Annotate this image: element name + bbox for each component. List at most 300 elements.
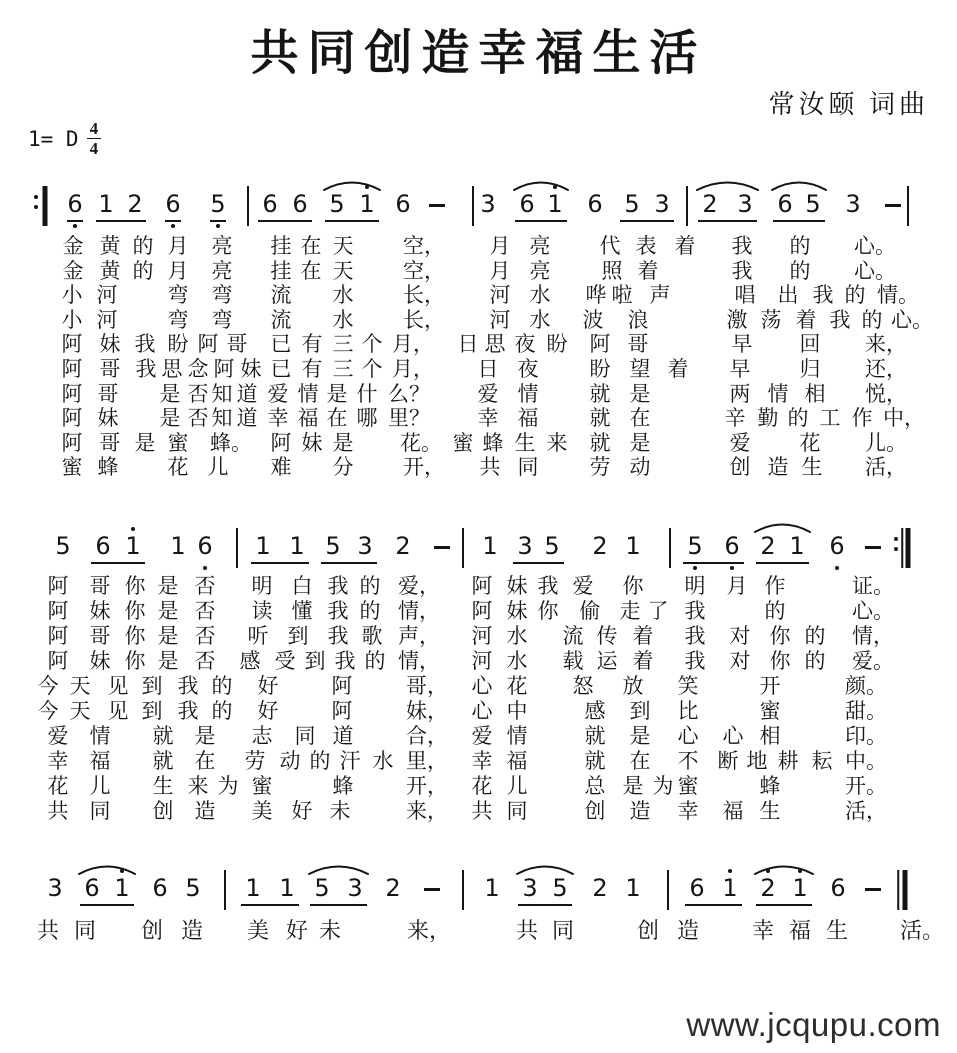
jianpu-note: 6 <box>587 190 603 218</box>
lyric-syllable: 幸 <box>677 799 699 823</box>
lyric-syllable: 怒 <box>572 674 594 698</box>
lyric-syllable: 同 <box>506 799 528 823</box>
jianpu-note: 5 <box>325 532 341 560</box>
lyric-syllable: 花 <box>47 774 69 798</box>
lyric-syllable: 着 <box>674 234 696 258</box>
lyric-syllable: 什 <box>356 381 378 406</box>
lyric-syllable: 阿 <box>331 674 353 698</box>
lyric-syllable: 的 <box>364 649 386 673</box>
jianpu-note: 1 <box>255 532 271 560</box>
site-watermark: www.jcqupu.com <box>686 1006 941 1043</box>
lyric-syllable: 同 <box>73 918 97 943</box>
jianpu-note: 1 <box>625 532 641 560</box>
lyric-syllable: 我 <box>731 234 753 258</box>
jianpu-note: 1 <box>792 874 808 902</box>
lyric-syllable: 流 <box>270 283 292 308</box>
eighth-beam <box>67 220 83 222</box>
lyric-syllable: 好 <box>257 674 279 698</box>
eighth-beam <box>241 904 299 906</box>
lyric-syllable: 是 <box>629 724 651 748</box>
lyric-syllable: 情 <box>517 381 539 406</box>
lyric-syllable: 到 <box>141 699 163 723</box>
jianpu-note: 5 <box>185 874 201 902</box>
lyric-syllable: 花 <box>471 774 493 798</box>
lyric-syllable: 花 <box>506 674 528 698</box>
jianpu-note: 2 <box>395 532 411 560</box>
lyric-syllable: 我 <box>135 357 157 381</box>
lyric-syllable: 水 <box>506 624 528 648</box>
lyric-syllable: 耕 <box>777 749 799 773</box>
jianpu-note: 2 <box>385 874 401 902</box>
jianpu-note: 3 <box>480 190 496 218</box>
jianpu-note: 1 <box>484 874 500 902</box>
jianpu-note: 2 <box>702 190 718 218</box>
low-octave-dot <box>216 224 220 228</box>
lyric-syllable: 声， <box>398 624 440 648</box>
lyric-syllable: 总 <box>584 774 606 798</box>
lyric-syllable: 幸 <box>751 918 775 943</box>
lyric-syllable: 道 <box>332 724 354 748</box>
lyric-syllable: 就 <box>589 430 611 455</box>
lyric-syllable: 花 <box>799 430 821 455</box>
lyric-syllable: 你 <box>769 649 791 673</box>
lyric-syllable: 你 <box>124 599 146 623</box>
lyric-syllable: 我 <box>731 258 753 283</box>
lyric-syllable: 阿 <box>47 599 69 623</box>
lyric-syllable: 出 <box>777 283 799 308</box>
lyric-syllable: 长， <box>403 283 445 308</box>
lyric-syllable: 蜜 <box>759 699 781 723</box>
lyric-syllable: 心 <box>722 724 744 748</box>
eighth-beam <box>251 562 309 564</box>
lyric-syllable: 阿 <box>331 699 353 723</box>
high-octave-dot <box>766 869 770 873</box>
composer-credit: 常汝颐 词曲 <box>768 90 929 119</box>
lyric-syllable: 水 <box>332 283 354 308</box>
lyric-syllable: 感 <box>584 699 606 723</box>
jianpu-note: 1 <box>722 874 738 902</box>
lyric-syllable: 受 <box>274 649 296 673</box>
lyric-syllable: 懂 <box>291 599 313 623</box>
lyric-syllable: 阿 <box>471 574 493 598</box>
lyric-syllable: 念 <box>187 357 209 381</box>
lyric-syllable: 阿 <box>61 430 83 455</box>
lyric-syllable: 今 <box>37 699 59 723</box>
lyric-syllable: 河 <box>489 307 511 332</box>
repeat-dot <box>34 195 38 199</box>
low-octave-dot <box>171 224 175 228</box>
jianpu-note: 6 <box>689 874 705 902</box>
lyric-syllable: 在 <box>629 749 651 773</box>
lyric-syllable: 月 <box>489 258 511 283</box>
lyric-syllable: 造 <box>194 799 216 823</box>
lyric-syllable: 爱。 <box>852 649 894 673</box>
lyric-syllable: 哥 <box>99 430 121 455</box>
lyric-syllable: 荡 <box>760 307 782 332</box>
lyric-syllable: 爱 <box>572 574 594 598</box>
lyric-syllable: 作 <box>764 574 786 598</box>
jianpu-note: 6 <box>829 532 845 560</box>
key-text: 1= D <box>28 126 79 151</box>
lyric-syllable: 妹 <box>301 430 323 455</box>
lyric-syllable: 波 <box>582 307 604 332</box>
repeat-end-thin-bar <box>901 528 903 568</box>
eighth-beam <box>698 220 757 222</box>
lyric-syllable: 福 <box>297 406 319 431</box>
lyric-syllable: 幸 <box>47 749 69 773</box>
lyric-syllable: 弯 <box>211 283 233 308</box>
lyric-syllable: 我 <box>684 624 706 648</box>
jianpu-note: 5 <box>552 874 568 902</box>
lyric-syllable: 儿 <box>506 774 528 798</box>
eighth-beam <box>513 562 564 564</box>
lyric-syllable: 思 <box>161 357 183 381</box>
jianpu-note: 2 <box>592 874 608 902</box>
lyric-syllable: 心 <box>677 724 699 748</box>
jianpu-note: 1 <box>170 532 186 560</box>
lyric-syllable: 月 <box>726 574 748 598</box>
lyric-syllable: 的 <box>359 574 381 598</box>
lyric-syllable: 作 <box>851 406 873 431</box>
lyric-syllable: 劳 <box>589 455 611 480</box>
lyric-syllable: 创 <box>140 918 164 943</box>
lyric-syllable: 阿 <box>589 332 611 357</box>
lyric-syllable: 同 <box>294 724 316 748</box>
high-octave-dot <box>365 185 369 189</box>
lyric-syllable: 工 <box>819 406 841 431</box>
jianpu-note: 1 <box>279 874 295 902</box>
lyric-syllable: 生 <box>514 430 536 455</box>
lyric-syllable: 啦 <box>611 283 633 308</box>
lyric-syllable: 月 <box>489 234 511 258</box>
lyric-syllable: 哥 <box>226 332 248 357</box>
lyric-syllable: 蜜 <box>61 455 83 480</box>
lyric-syllable: 否 <box>194 574 216 598</box>
lyric-syllable: 的 <box>132 234 154 258</box>
lyric-syllable: 么？ <box>388 381 430 406</box>
lyric-syllable: 共 <box>515 918 539 943</box>
lyric-syllable: 了 <box>647 599 669 623</box>
lyric-syllable: 阿 <box>61 381 83 406</box>
barline <box>224 870 226 910</box>
lyric-syllable: 中 <box>506 699 528 723</box>
lyric-syllable: 你 <box>622 574 644 598</box>
lyric-syllable: 福 <box>722 799 744 823</box>
jianpu-note: 5 <box>805 190 821 218</box>
lyric-syllable: 水 <box>372 749 394 773</box>
eighth-beam <box>91 562 145 564</box>
lyric-syllable: 挂 <box>270 258 292 283</box>
lyric-syllable: 见 <box>107 674 129 698</box>
lyric-syllable: 来 <box>546 430 568 455</box>
high-octave-dot <box>798 869 802 873</box>
lyric-syllable: 蜂 <box>759 774 781 798</box>
lyric-syllable: 就 <box>584 749 606 773</box>
lyric-syllable: 爱 <box>477 381 499 406</box>
lyric-syllable: 蜜 <box>452 430 474 455</box>
lyric-syllable: 盼 <box>589 357 611 381</box>
barline <box>667 870 669 910</box>
lyric-syllable: 就 <box>589 406 611 431</box>
lyric-syllable: 小 <box>61 283 83 308</box>
eighth-beam <box>515 220 567 222</box>
lyric-syllable: 水 <box>529 307 551 332</box>
lyric-syllable: 歌 <box>361 624 383 648</box>
lyric-syllable: 勤 <box>757 406 779 431</box>
lyric-syllable: 月， <box>392 332 434 357</box>
lyric-syllable: 为 <box>652 774 674 798</box>
jianpu-note: 1 <box>359 190 375 218</box>
lyric-syllable: 的 <box>804 624 826 648</box>
lyric-syllable: 运 <box>596 649 618 673</box>
notation-line-2 <box>0 520 957 578</box>
song-title: 共同创造幸福生活 <box>250 27 707 80</box>
high-octave-dot <box>131 527 135 531</box>
lyric-syllable: 表 <box>635 234 657 258</box>
lyric-syllable: 天 <box>69 699 91 723</box>
final-thick-bar <box>903 870 908 910</box>
jianpu-note: 3 <box>517 532 533 560</box>
half-note-dash <box>865 546 881 549</box>
lyric-syllable: 是 <box>157 624 179 648</box>
lyric-syllable: 读 <box>251 599 273 623</box>
time-signature-numerator: 4 <box>87 120 102 139</box>
lyric-syllable: 妹 <box>89 599 111 623</box>
lyric-syllable: 我 <box>684 599 706 623</box>
lyric-syllable: 否 <box>194 649 216 673</box>
key-signature <box>28 120 101 157</box>
lyric-syllable: 幸 <box>477 406 499 431</box>
jianpu-note: 3 <box>357 532 373 560</box>
lyric-syllable: 照 <box>601 258 623 283</box>
high-octave-dot <box>728 869 732 873</box>
lyric-syllable: 未 <box>329 799 351 823</box>
lyric-syllable: 早 <box>729 357 751 381</box>
lyric-syllable: 好 <box>285 918 309 943</box>
lyric-syllable: 河 <box>471 649 493 673</box>
barline <box>669 528 671 568</box>
jianpu-note: 6 <box>292 190 308 218</box>
lyric-syllable: 心。 <box>852 599 894 623</box>
lyric-syllable: 哪 <box>356 406 378 431</box>
half-note-dash <box>424 888 440 891</box>
lyric-syllable: 月 <box>167 258 189 283</box>
lyric-syllable: 阿 <box>213 357 235 381</box>
lyric-syllable: 妹 <box>506 599 528 623</box>
lyric-syllable: 你 <box>537 599 559 623</box>
low-octave-dot <box>73 224 77 228</box>
lyric-syllable: 空， <box>403 258 445 283</box>
lyric-syllable: 蜜 <box>167 430 189 455</box>
lyric-syllable: 创 <box>584 799 606 823</box>
lyric-syllable: 活， <box>845 799 887 823</box>
lyric-syllable: 开。 <box>845 774 887 798</box>
lyric-syllable: 在 <box>300 234 322 258</box>
lyric-syllable: 月 <box>167 234 189 258</box>
lyric-syllable: 我 <box>327 574 349 598</box>
lyric-syllable: 里， <box>406 749 448 773</box>
lyric-syllable: 你 <box>124 649 146 673</box>
lyric-syllable: 我 <box>684 649 706 673</box>
lyric-syllable: 哥 <box>99 357 121 381</box>
lyric-syllable: 情， <box>398 649 440 673</box>
lyric-syllable: 已 <box>270 357 292 381</box>
lyric-syllable: 的 <box>789 234 811 258</box>
lyric-syllable: 盼 <box>546 332 568 357</box>
lyric-syllable: 听 <box>247 624 269 648</box>
barline <box>907 186 909 226</box>
repeat-dot <box>894 537 898 541</box>
lyric-syllable: 爱， <box>398 574 440 598</box>
lyric-syllable: 花。 <box>400 430 442 455</box>
lyric-syllable: 思 <box>484 332 506 357</box>
lyric-syllable: 妹 <box>89 649 111 673</box>
lyric-syllable: 在 <box>194 749 216 773</box>
lyric-syllable: 夜 <box>517 357 539 381</box>
lyric-syllable: 亮 <box>211 258 233 283</box>
lyric-syllable: 好 <box>291 799 313 823</box>
lyric-syllable: 心。 <box>854 258 896 283</box>
lyric-syllable: 天 <box>69 674 91 698</box>
jianpu-note: 5 <box>329 190 345 218</box>
jianpu-note: 5 <box>544 532 560 560</box>
lyric-syllable: 哥 <box>97 381 119 406</box>
lyric-syllable: 证。 <box>852 574 894 598</box>
repeat-end-bar <box>906 528 911 568</box>
lyric-syllable: 已 <box>270 332 292 357</box>
eighth-beam <box>620 220 674 222</box>
lyric-syllable: 哥， <box>406 674 448 698</box>
lyric-syllable: 是 <box>157 574 179 598</box>
lyric-syllable: 造 <box>180 918 204 943</box>
lyric-syllable: 金 <box>62 234 84 258</box>
lyric-syllable: 知 <box>211 406 233 431</box>
lyric-syllable: 的 <box>211 699 233 723</box>
lyric-syllable: 水 <box>529 283 551 308</box>
lyric-syllable: 的 <box>789 258 811 283</box>
jianpu-note: 1 <box>789 532 805 560</box>
barline <box>247 186 249 226</box>
barline <box>236 528 238 568</box>
lyric-syllable: 甜。 <box>845 699 887 723</box>
lyric-syllable: 是 <box>157 649 179 673</box>
eighth-beam <box>210 220 226 222</box>
lyric-syllable: 传 <box>596 624 618 648</box>
lyric-syllable: 盼 <box>167 332 189 357</box>
lyric-syllable: 我 <box>812 283 834 308</box>
lyric-syllable: 浪 <box>627 307 649 332</box>
lyric-syllable: 在 <box>300 258 322 283</box>
lyric-syllable: 道 <box>236 381 258 406</box>
lyric-syllable: 就 <box>589 381 611 406</box>
lyric-syllable: 悦， <box>865 381 907 406</box>
lyric-syllable: 创 <box>729 455 751 480</box>
lyric-syllable: 哥 <box>89 574 111 598</box>
lyric-syllable: 情。 <box>877 283 919 308</box>
jianpu-note: 3 <box>654 190 670 218</box>
lyric-syllable: 是 <box>622 774 644 798</box>
eighth-beam <box>321 562 377 564</box>
lyric-syllable: 的 <box>211 674 233 698</box>
lyric-syllable: 阿 <box>471 599 493 623</box>
lyric-syllable: 亮 <box>211 234 233 258</box>
lyric-syllable: 合， <box>406 724 448 748</box>
lyric-syllable: 道 <box>236 406 258 431</box>
lyric-syllable: 心。 <box>891 307 933 332</box>
lyric-syllable: 黄 <box>99 258 121 283</box>
lyric-syllable: 蜜 <box>677 774 699 798</box>
lyric-syllable: 白 <box>291 574 313 598</box>
lyric-syllable: 河 <box>489 283 511 308</box>
lyric-syllable: 情， <box>852 624 894 648</box>
lyric-syllable: 到 <box>304 649 326 673</box>
lyric-syllable: 你 <box>124 574 146 598</box>
lyric-syllable: 颜。 <box>845 674 887 698</box>
lyric-syllable: 印。 <box>845 724 887 748</box>
lyric-syllable: 同 <box>551 918 575 943</box>
lyric-syllable: 造 <box>767 455 789 480</box>
lyric-syllable: 爱 <box>267 381 289 406</box>
lyric-syllable: 共 <box>471 799 493 823</box>
lyric-syllable: 共 <box>47 799 69 823</box>
jianpu-note: 2 <box>760 874 776 902</box>
lyric-syllable: 阿 <box>61 406 83 431</box>
eighth-beam <box>773 220 825 222</box>
lyric-syllable: 是 <box>159 381 181 406</box>
lyric-syllable: 我 <box>537 574 559 598</box>
lyric-syllable: 天 <box>332 234 354 258</box>
lyric-syllable: 造 <box>676 918 700 943</box>
lyric-syllable: 声 <box>649 283 671 308</box>
jianpu-note: 1 <box>289 532 305 560</box>
lyric-syllable: 花 <box>167 455 189 480</box>
lyric-syllable: 就 <box>152 749 174 773</box>
eighth-beam <box>96 220 146 222</box>
lyric-syllable: 里？ <box>388 406 430 431</box>
jianpu-note: 2 <box>760 532 776 560</box>
lyric-syllable: 否 <box>194 599 216 623</box>
lyric-syllable: 阿 <box>47 574 69 598</box>
lyric-syllable: 哥 <box>627 332 649 357</box>
lyric-syllable: 幸 <box>471 749 493 773</box>
jianpu-note: 6 <box>95 532 111 560</box>
lyric-syllable: 唱 <box>734 283 756 308</box>
lyric-syllable: 日 <box>457 332 479 357</box>
eighth-beam <box>518 904 572 906</box>
barline <box>472 186 474 226</box>
jianpu-note: 1 <box>625 874 641 902</box>
lyric-syllable: 天 <box>332 258 354 283</box>
lyric-syllable: 比 <box>677 699 699 723</box>
lyric-syllable: 三 <box>332 332 354 357</box>
lyric-syllable: 是 <box>332 430 354 455</box>
lyric-syllable: 生 <box>152 774 174 798</box>
lyric-syllable: 辛 <box>724 406 746 431</box>
lyric-syllable: 共 <box>36 918 60 943</box>
lyric-syllable: 河 <box>471 624 493 648</box>
lyric-syllable: 的 <box>844 283 866 308</box>
half-note-dash <box>865 888 881 891</box>
lyric-syllable: 情 <box>767 381 789 406</box>
lyric-syllable: 黄 <box>99 234 121 258</box>
lyric-syllable: 河 <box>96 307 118 332</box>
jianpu-note: 6 <box>84 874 100 902</box>
lyric-syllable: 相 <box>804 381 826 406</box>
lyric-syllable: 的 <box>804 649 826 673</box>
lyric-syllable: 见 <box>107 699 129 723</box>
lyric-syllable: 共 <box>479 455 501 480</box>
lyric-syllable: 是 <box>157 599 179 623</box>
